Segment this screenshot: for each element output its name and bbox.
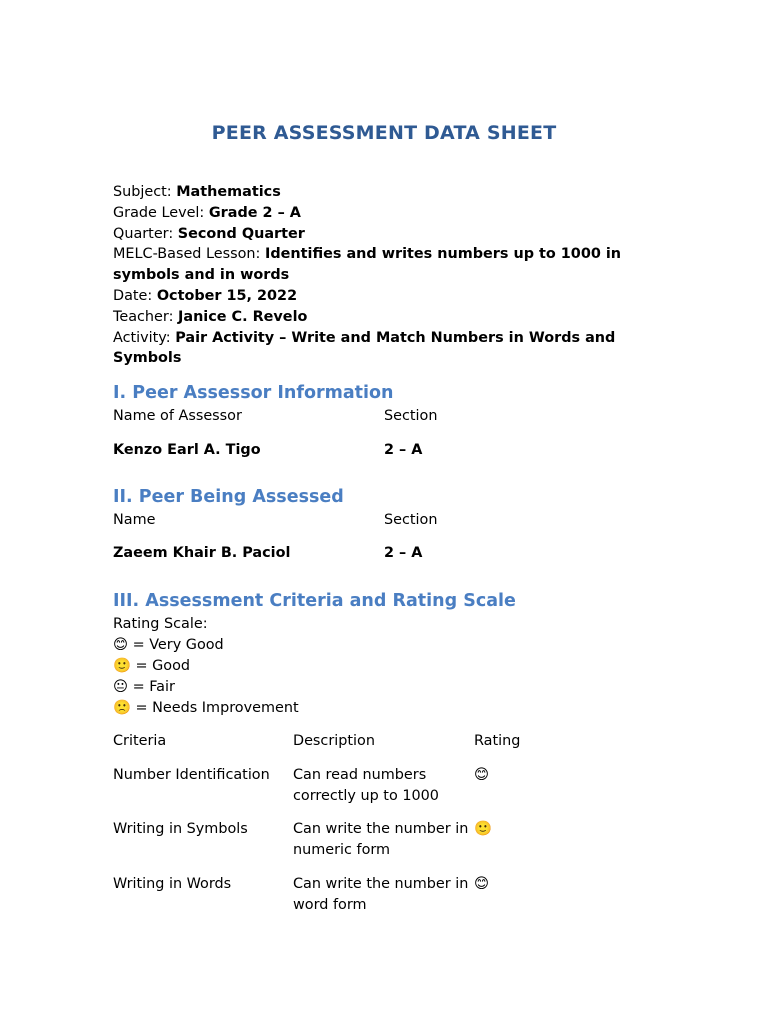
meta-date-label: Date: <box>113 287 157 304</box>
meta-lesson <box>113 244 658 286</box>
rating-scale-title: Rating Scale: <box>113 616 208 632</box>
table-row-criteria: Number Identification <box>113 767 270 783</box>
document-meta <box>113 182 658 369</box>
meta-teacher-label: Teacher: <box>113 308 178 325</box>
meta-teacher-value: Janice C. Revelo <box>178 308 308 325</box>
meta-quarter <box>113 224 658 245</box>
meta-grade-label: Grade Level: <box>113 204 209 221</box>
rating-scale <box>113 614 299 719</box>
meta-activity-value: Pair Activity – Write and Match Numbers in Words and Symbols <box>113 329 616 367</box>
assessed-name: Zaeem Khair B. Paciol <box>113 545 291 561</box>
meta-grade-value: Grade 2 – A <box>208 204 301 221</box>
meta-quarter-label: Quarter: <box>113 225 178 242</box>
table-row-criteria: Writing in Words <box>113 876 232 892</box>
table-row-criteria: Writing in Symbols <box>113 821 248 837</box>
meta-lesson-value: Identifies and writes numbers up to 1000 in symbols and in words <box>113 246 622 284</box>
section-heading-assessor: I. Peer Assessor Information <box>113 383 394 403</box>
rating-scale-needs-improvement: 🙁 = Needs Improvement <box>113 700 299 716</box>
table-row-rating: 🙂 <box>474 821 492 837</box>
meta-quarter-value: Second Quarter <box>177 225 305 242</box>
meta-activity-label: Activity: <box>113 329 176 346</box>
meta-subject <box>113 182 658 203</box>
assessed-name-label: Name <box>113 512 156 528</box>
column-header-description: Description <box>293 733 375 749</box>
rating-scale-very-good: 😊 = Very Good <box>113 637 224 653</box>
rating-scale-good: 🙂 = Good <box>113 658 191 674</box>
table-row-description: Can read numbers correctly up to 1000 <box>293 767 439 804</box>
assessor-section-label: Section <box>384 408 438 424</box>
table-row-rating: 😊 <box>474 767 490 783</box>
column-header-criteria: Criteria <box>113 733 167 749</box>
assessor-name-label: Name of Assessor <box>113 408 242 424</box>
table-row-description: Can write the number in word form <box>293 876 469 913</box>
column-header-rating: Rating <box>474 733 521 749</box>
meta-subject-label: Subject: <box>113 184 177 200</box>
assessed-section: 2 – A <box>384 545 423 561</box>
meta-subject-value: Mathematics <box>176 184 281 200</box>
meta-teacher <box>113 307 658 328</box>
table-row-rating: 😊 <box>474 876 490 892</box>
table-row-description: Can write the number in numeric form <box>293 821 469 858</box>
section-heading-criteria: III. Assessment Criteria and Rating Scale <box>113 591 516 611</box>
assessor-name: Kenzo Earl A. Tigo <box>113 442 261 458</box>
section-heading-assessed: II. Peer Being Assessed <box>113 487 344 507</box>
assessed-section-label: Section <box>384 512 438 528</box>
rating-scale-fair: 😐 = Fair <box>113 679 175 695</box>
page-title: PEER ASSESSMENT DATA SHEET <box>211 122 557 144</box>
meta-date-value: October 15, 2022 <box>156 287 298 304</box>
meta-activity <box>113 328 658 370</box>
meta-grade <box>113 203 658 224</box>
assessor-section: 2 – A <box>384 442 423 458</box>
meta-date <box>113 286 658 307</box>
meta-lesson-label: MELC-Based Lesson: <box>113 246 265 263</box>
